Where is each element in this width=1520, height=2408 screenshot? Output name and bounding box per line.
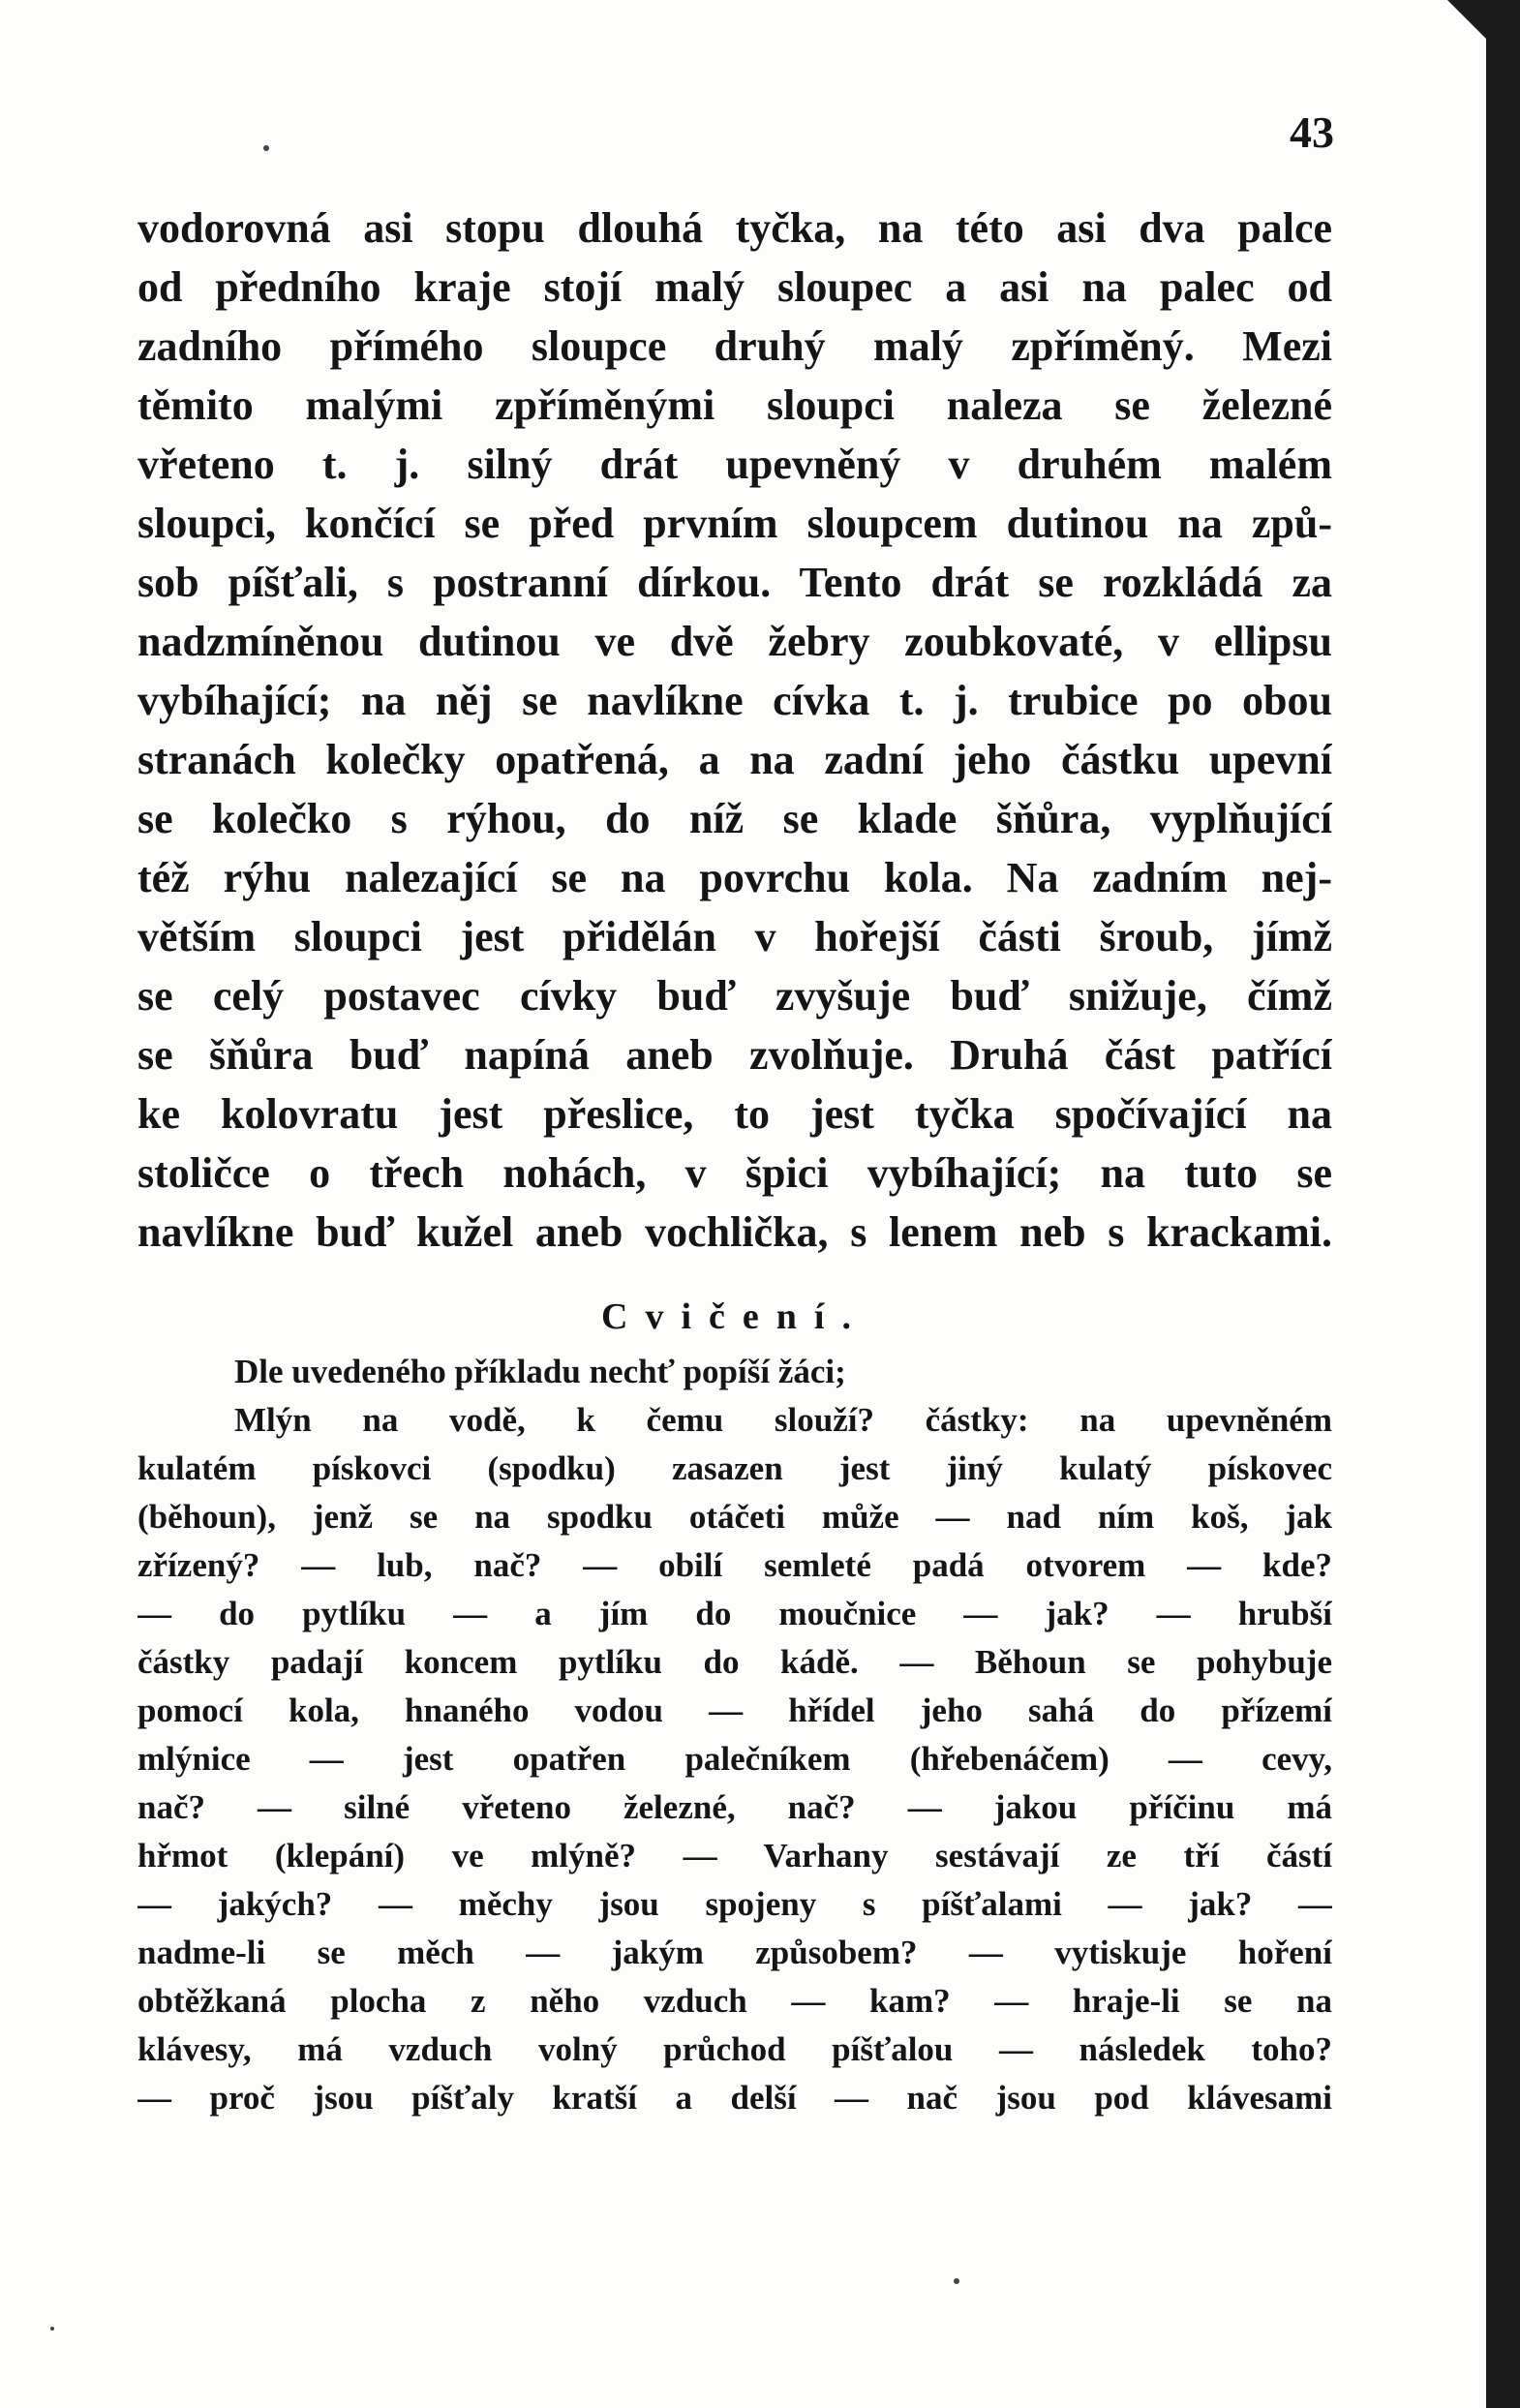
scan-edge [1486, 0, 1520, 2408]
exercise-line: obtěžkaná plocha z něho vzduch — kam? — hraje-li se na [137, 1982, 1332, 2020]
text-line: se kolečko s rýhou, do níž se klade šňůra, vyplňující [137, 795, 1332, 842]
exercise-line: Dle uvedeného příkladu nechť popíší žáci; [234, 1353, 846, 1390]
text-line: vřeteno t. j. silný drát upevněný v druhém malém [137, 441, 1332, 488]
exercise-line: Mlýn na vodě, k čemu slouží? částky: na upevněném [234, 1401, 1332, 1439]
exercise-line: pomocí kola, hnaného vodou — hřídel jeho sahá do přízemí [137, 1692, 1332, 1729]
exercise-line: — jakých? — měchy jsou spojeny s píšťalami — jak? — [137, 1885, 1332, 1923]
print-speck [263, 145, 269, 151]
exercise-line: — proč jsou píšťaly kratší a delší — nač jsou pod klávesami [137, 2079, 1332, 2117]
text-line: větším sloupci jest přidělán v hořejší části šroub, jímž [137, 913, 1332, 960]
exercise-line: mlýnice — jest opatřen palečníkem (hřebenáčem) — cevy, [137, 1740, 1332, 1778]
text-line: zadního přímého sloupce druhý malý zpříměný. Mezi [137, 322, 1332, 370]
body-paragraph [137, 198, 1332, 1262]
section-heading: Cvičení. [601, 1296, 868, 1337]
text-line: též rýhu nalezající se na povrchu kola. Na zadním nej- [137, 854, 1332, 901]
scan-corner [1447, 0, 1486, 39]
text-line: sloupci, končící se před prvním sloupcem dutinou na způ- [137, 500, 1332, 547]
text-line: od předního kraje stojí malý sloupec a asi na palec od [137, 263, 1332, 311]
page-number: 43 [1290, 107, 1334, 157]
exercise-line: kulatém pískovci (spodku) zasazen jest jiný kulatý pískovec [137, 1449, 1332, 1487]
text-line: se šňůra buď napíná aneb zvolňuje. Druhá část patřící [137, 1031, 1332, 1079]
exercise-line: hřmot (klepání) ve mlýně? — Varhany sestávají ze tří částí [137, 1837, 1332, 1875]
exercise-line: nač? — silné vřeteno železné, nač? — jakou příčinu má [137, 1788, 1332, 1826]
exercise-line: částky padají koncem pytlíku do kádě. — Běhoun se pohybuje [137, 1643, 1332, 1681]
text-line: vybíhající; na něj se navlíkne cívka t. j. trubice po obou [137, 677, 1332, 724]
text-line: navlíkne buď kužel aneb vochlička, s lenem neb s krackami. [137, 1208, 1332, 1256]
text-line: vodorovná asi stopu dlouhá tyčka, na této asi dva palce [137, 204, 1332, 252]
exercise-line: klávesy, má vzduch volný průchod píšťalou — následek toho? [137, 2030, 1332, 2068]
text-line: stoličce o třech nohách, v špici vybíhající; na tuto se [137, 1149, 1332, 1197]
text-line: stranách kolečky opatřená, a na zadní jeho částku upevní [137, 736, 1332, 783]
text-line: se celý postavec cívky buď zvyšuje buď snižuje, čímž [137, 972, 1332, 1020]
text-line: sob píšťali, s postranní dírkou. Tento drát se rozkládá za [137, 559, 1332, 606]
print-speck [50, 2327, 54, 2331]
text-line: nadzmíněnou dutinou ve dvě žebry zoubkovaté, v ellipsu [137, 618, 1332, 665]
exercise-line: nadme-li se měch — jakým způsobem? — vytiskuje hoření [137, 1934, 1332, 1971]
exercise-line: (běhoun), jenž se na spodku otáčeti může — nad ním koš, jak [137, 1498, 1332, 1536]
exercise-paragraph [137, 1348, 1332, 2122]
text-line: těmito malými zpříměnými sloupci naleza se železné [137, 381, 1332, 429]
text-line: ke kolovratu jest přeslice, to jest tyčka spočívající na [137, 1090, 1332, 1138]
exercise-line: zřízený? — lub, nač? — obilí semleté padá otvorem — kde? [137, 1546, 1332, 1584]
exercise-line: — do pytlíku — a jím do moučnice — jak? — hrubší [137, 1595, 1332, 1632]
print-speck [954, 2278, 959, 2284]
